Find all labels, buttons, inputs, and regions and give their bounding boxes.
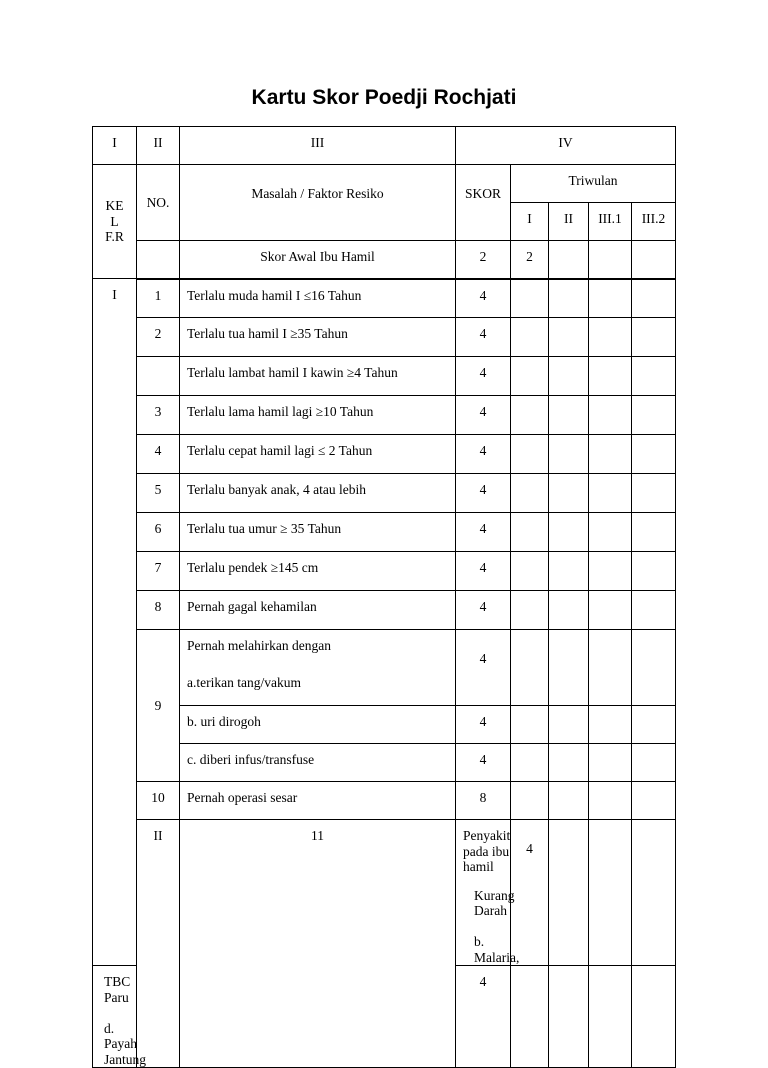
header-col-iii: III xyxy=(180,127,456,165)
tw-cell xyxy=(511,279,549,318)
header-tw-ii: II xyxy=(549,203,589,241)
header-masalah: Masalah / Faktor Resiko xyxy=(180,165,456,241)
row9-b-text: b. uri dirogoh xyxy=(180,706,456,744)
tw-cell xyxy=(511,591,549,630)
row-skor: 4 xyxy=(456,435,511,474)
tw-cell xyxy=(632,357,676,396)
row-skor: 4 xyxy=(456,318,511,357)
tw-cell xyxy=(511,966,549,1068)
row-no: 6 xyxy=(137,513,180,552)
tw-cell xyxy=(632,474,676,513)
row-skor: 4 xyxy=(456,513,511,552)
tw-cell xyxy=(632,744,676,782)
tw-cell xyxy=(549,396,589,435)
row-text: Terlalu tua umur ≥ 35 Tahun xyxy=(180,513,456,552)
skor-awal-tw-iii2 xyxy=(632,241,676,279)
row-text: Terlalu lambat hamil I kawin ≥4 Tahun xyxy=(180,357,456,396)
tw-cell xyxy=(589,396,632,435)
tw-cell xyxy=(632,396,676,435)
tw-cell xyxy=(511,513,549,552)
row11-b: b. Malaria, xyxy=(474,934,520,965)
row-skor: 4 xyxy=(456,474,511,513)
tw-cell xyxy=(589,966,632,1068)
row10-no: 10 xyxy=(137,782,180,820)
header-no: NO. xyxy=(137,165,180,241)
tw-cell xyxy=(549,279,589,318)
row-no xyxy=(137,357,180,396)
tw-cell xyxy=(549,318,589,357)
tw-cell xyxy=(632,782,676,820)
header-kel-fr xyxy=(93,165,137,279)
row11-c: TBC Paru xyxy=(104,974,131,1005)
tw-cell xyxy=(511,435,549,474)
page-title: Kartu Skor Poedji Rochjati xyxy=(251,86,517,109)
header-tw-iii1: III.1 xyxy=(589,203,632,241)
row-no: 1 xyxy=(137,279,180,318)
row10-text: Pernah operasi sesar xyxy=(180,782,456,820)
row9-no: 9 xyxy=(137,630,180,782)
tw-cell xyxy=(632,435,676,474)
row-text: Terlalu lama hamil lagi ≥10 Tahun xyxy=(180,396,456,435)
tw-cell xyxy=(632,552,676,591)
kel-line-1: KE xyxy=(105,198,124,214)
tw-cell xyxy=(589,591,632,630)
tw-cell xyxy=(549,435,589,474)
tw-cell xyxy=(549,782,589,820)
tw-cell xyxy=(549,474,589,513)
tw-cell xyxy=(589,820,632,966)
tw-cell xyxy=(589,318,632,357)
row-no: 4 xyxy=(137,435,180,474)
row10-skor: 8 xyxy=(456,782,511,820)
skor-awal-skor: 2 xyxy=(456,241,511,279)
row-no: 7 xyxy=(137,552,180,591)
tw-cell xyxy=(589,513,632,552)
tw-cell xyxy=(632,513,676,552)
skor-awal-label: Skor Awal Ibu Hamil xyxy=(180,241,456,279)
row-text: Terlalu pendek ≥145 cm xyxy=(180,552,456,591)
tw-cell xyxy=(549,820,589,966)
tw-cell xyxy=(549,357,589,396)
kel-line-3: F.R xyxy=(105,229,124,245)
tw-cell xyxy=(549,744,589,782)
tw-cell xyxy=(549,706,589,744)
tw-cell xyxy=(511,357,549,396)
row9-b-skor: 4 xyxy=(456,706,511,744)
tw-cell xyxy=(549,591,589,630)
row9-a-line2: a.terikan tang/vakum xyxy=(187,674,301,690)
row-text: Pernah gagal kehamilan xyxy=(180,591,456,630)
row-skor: 4 xyxy=(456,279,511,318)
row11-a: Kurang Darah xyxy=(474,887,515,919)
row-skor: 4 xyxy=(456,396,511,435)
tw-cell xyxy=(589,435,632,474)
row-skor: 4 xyxy=(456,591,511,630)
row11-line1: Penyakit pada ibu hamil xyxy=(463,828,511,875)
kel-group-i: I xyxy=(93,279,137,966)
header-skor: SKOR xyxy=(456,165,511,241)
row-no: 2 xyxy=(137,318,180,357)
tw-cell xyxy=(549,552,589,591)
row-skor: 4 xyxy=(456,357,511,396)
tw-cell xyxy=(589,357,632,396)
row-text: Terlalu tua hamil I ≥35 Tahun xyxy=(180,318,456,357)
tw-cell xyxy=(549,513,589,552)
tw-cell xyxy=(511,396,549,435)
row-no: 5 xyxy=(137,474,180,513)
tw-cell xyxy=(632,706,676,744)
row9-a-text xyxy=(180,630,456,706)
skor-awal-no xyxy=(137,241,180,279)
row9-a-skor: 4 xyxy=(456,630,511,706)
tw-cell xyxy=(511,706,549,744)
row9-a-line1: Pernah melahirkan dengan xyxy=(187,638,331,653)
header-tw-iii2: III.2 xyxy=(632,203,676,241)
tw-cell xyxy=(632,820,676,966)
tw-cell xyxy=(632,966,676,1068)
tw-cell xyxy=(589,279,632,318)
row11-d: d. Payah Jantung xyxy=(104,1020,146,1067)
header-tw-i: I xyxy=(511,203,549,241)
row11-no: 11 xyxy=(180,820,456,1068)
tw-cell xyxy=(511,474,549,513)
tw-cell xyxy=(511,630,549,706)
tw-cell xyxy=(549,966,589,1068)
tw-cell xyxy=(632,591,676,630)
row11-ab xyxy=(463,887,520,966)
row-text: Terlalu muda hamil I ≤16 Tahun xyxy=(180,279,456,318)
header-triwulan: Triwulan xyxy=(511,165,676,203)
skor-awal-tw-ii xyxy=(549,241,589,279)
header-col-ii: II xyxy=(137,127,180,165)
skor-awal-tw-i: 2 xyxy=(511,241,549,279)
tw-cell xyxy=(511,318,549,357)
row-text: Terlalu cepat hamil lagi ≤ 2 Tahun xyxy=(180,435,456,474)
skor-awal-tw-iii1 xyxy=(589,241,632,279)
tw-cell xyxy=(589,782,632,820)
row-text: Terlalu banyak anak, 4 atau lebih xyxy=(180,474,456,513)
tw-cell xyxy=(632,630,676,706)
tw-cell xyxy=(589,474,632,513)
score-table xyxy=(92,126,676,1068)
row-no: 8 xyxy=(137,591,180,630)
tw-cell xyxy=(589,630,632,706)
row9-c-text: c. diberi infus/transfuse xyxy=(180,744,456,782)
tw-cell xyxy=(589,552,632,591)
row11-skor-2: 4 xyxy=(456,966,511,1068)
tw-cell xyxy=(511,782,549,820)
row9-c-skor: 4 xyxy=(456,744,511,782)
tw-cell xyxy=(511,552,549,591)
kel-line-2: L xyxy=(110,213,119,229)
tw-cell xyxy=(589,744,632,782)
kel-group-ii: II xyxy=(137,820,180,1068)
tw-cell xyxy=(549,630,589,706)
tw-cell xyxy=(632,279,676,318)
tw-cell xyxy=(589,706,632,744)
row11-text-1 xyxy=(456,820,520,966)
row11-skor-1: 4 xyxy=(511,820,549,966)
row11-text-2 xyxy=(93,966,146,1068)
row-no: 3 xyxy=(137,396,180,435)
tw-cell xyxy=(511,744,549,782)
header-col-i: I xyxy=(93,127,137,165)
header-col-iv: IV xyxy=(456,127,676,165)
tw-cell xyxy=(632,318,676,357)
row-skor: 4 xyxy=(456,552,511,591)
